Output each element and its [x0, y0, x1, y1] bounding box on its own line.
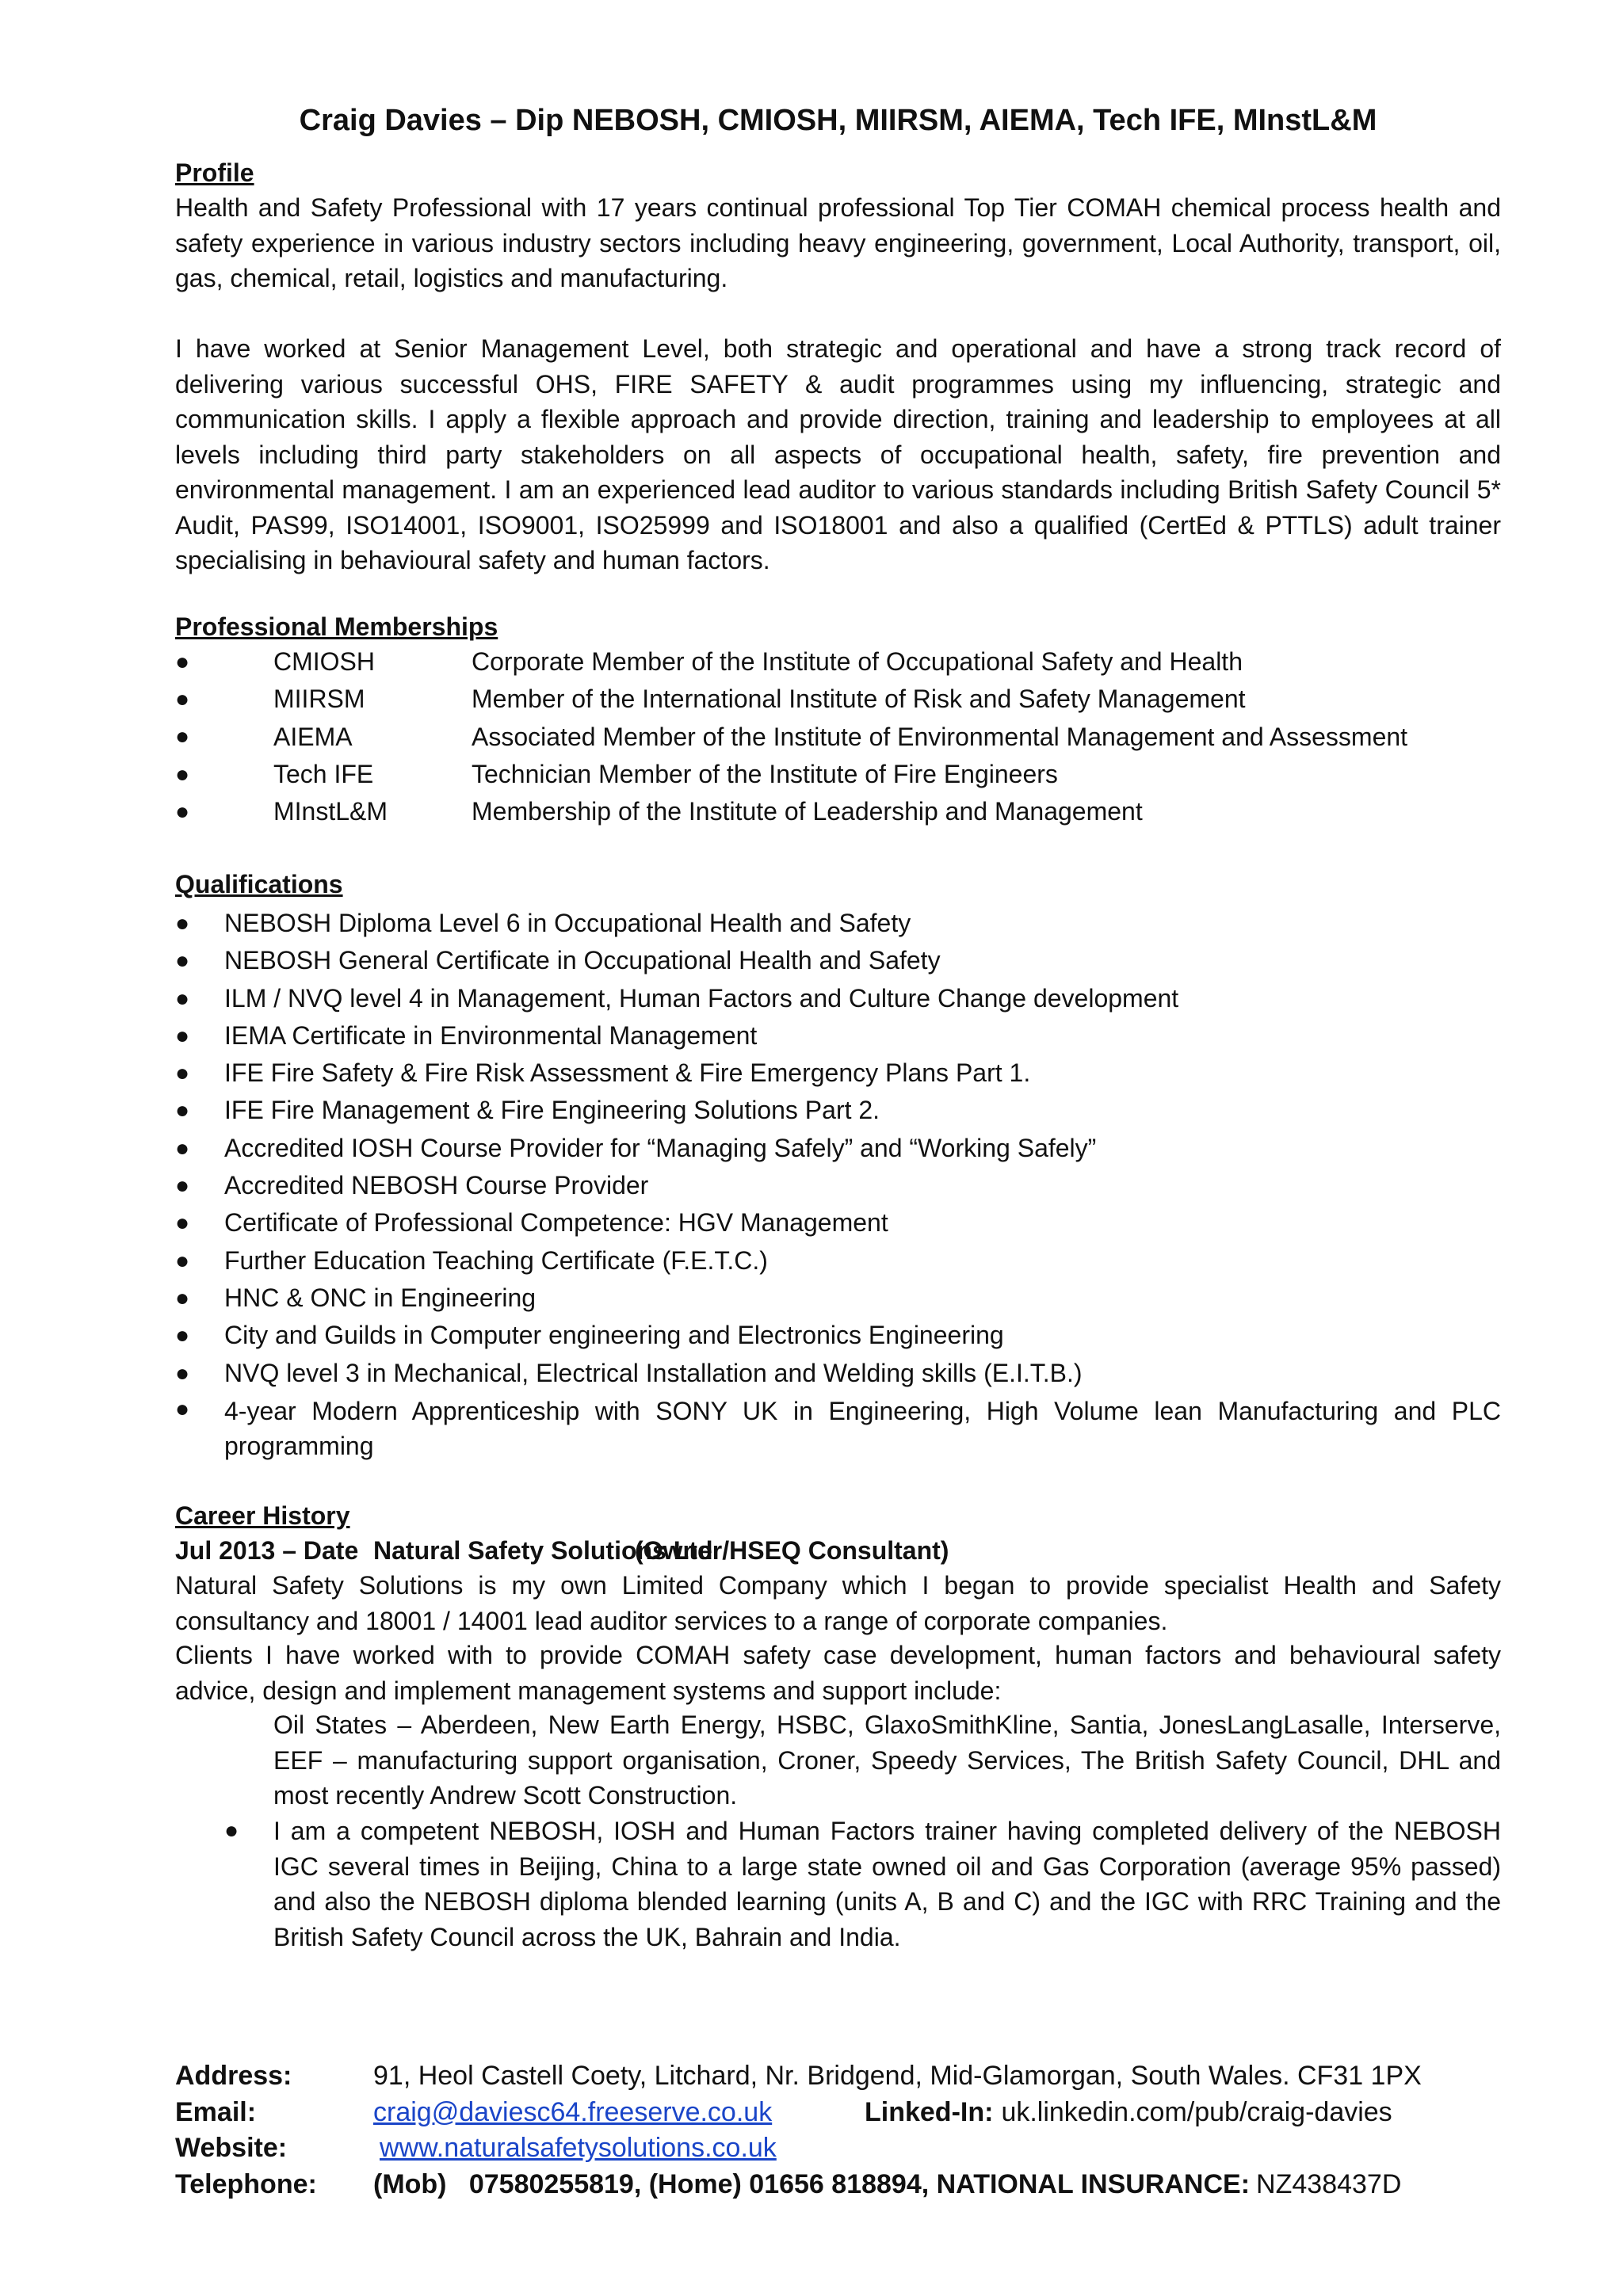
email-row: [175, 2095, 1538, 2131]
profile-paragraph-1: Health and Safety Professional with 17 years continual professional Top Tier COMAH chemical process health and safety experience in various industry sectors including heavy engineering, government, Local Authority, transport, oil, gas, chemical, retail, logistics and manufacturing.: [175, 193, 1501, 292]
qualification-item: [175, 1130, 1501, 1167]
bullet-icon: ●: [175, 1284, 190, 1311]
telephone-row: Telephone: (Mob) 07580255819, (Home) 01656 818894, NATIONAL INSURANCE : NZ438437D: [175, 2167, 1538, 2203]
qualification-item: [175, 1355, 1501, 1392]
address-label: Address:: [175, 2061, 292, 2091]
membership-desc: Associated Member of the Institute of Environmental Management and Assessment: [472, 722, 1408, 751]
qualification-item: [175, 905, 1501, 942]
career-heading: Career History: [175, 1501, 350, 1530]
profile-heading: Profile: [175, 158, 254, 187]
membership-desc: Technician Member of the Institute of Fire Engineers: [472, 760, 1058, 789]
profile-paragraph-2: I have worked at Senior Management Level, both strategic and operational and have a strong track record of delivering various successful OHS, FIRE SAFETY & audit programmes using my influencing, strategic and communication skills. I apply a flexible approach and provide direction, training and leadership to employees at all levels including third party stakeholders on all aspects of occupational health, safety, fire prevention and environmental management. I am an experienced lead auditor to various standards including British Safety Council 5* Audit, PAS99, ISO14001, ISO9001, ISO25999 and ISO18001 and also a qualified (CertEd & PTTLS) adult trainer specialising in behavioural safety and human factors.: [175, 334, 1501, 574]
qualification-text: City and Guilds in Computer engineering and Electronics Engineering: [224, 1321, 1004, 1350]
qualification-text: IFE Fire Safety & Fire Risk Assessment & Fire Emergency Plans Part 1.: [224, 1058, 1031, 1088]
qualification-text: NEBOSH Diploma Level 6 in Occupational Health and Safety: [224, 909, 911, 937]
telephone-label: Telephone:: [175, 2168, 317, 2199]
qualification-text: NVQ level 3 in Mechanical, Electrical Installation and Welding skills (E.I.T.B.): [224, 1358, 1083, 1387]
contact-footer: [175, 2058, 1538, 2203]
bullet-icon: ●: [175, 723, 190, 750]
qualification-text: IEMA Certificate in Environmental Management: [224, 1020, 758, 1050]
qualifications-list: [175, 905, 1501, 1464]
qualification-text: Accredited NEBOSH Course Provider: [224, 1171, 649, 1200]
address-row: [175, 2058, 1538, 2095]
membership-abbr: CMIOSH: [273, 647, 375, 677]
membership-item: [175, 681, 1501, 718]
membership-item: [175, 756, 1501, 793]
bullet-icon: ●: [175, 685, 190, 712]
qualification-item: [175, 1092, 1501, 1129]
qualification-text: Further Education Teaching Certificate (F.E.T.C.): [224, 1245, 768, 1275]
memberships-list: [175, 643, 1501, 830]
career-paragraph-1: Natural Safety Solutions is my own Limited Company which I began to provide specialist Health and Safety consultancy and 18001 / 14001 lead auditor services to a range of corporate companies.: [175, 1571, 1501, 1635]
bullet-icon: ●: [175, 1022, 190, 1049]
job-role: (Owner/HSEQ Consultant): [635, 1536, 949, 1565]
membership-item: [175, 793, 1501, 830]
job-title-line: [175, 1533, 949, 1568]
membership-abbr: AIEMA: [273, 722, 353, 751]
qualification-item: [175, 1055, 1501, 1092]
qualification-text: ILM / NVQ level 4 in Management, Human Factors and Culture Change development: [224, 983, 1179, 1013]
membership-item: [175, 719, 1501, 756]
qualifications-heading: Qualifications: [175, 870, 343, 898]
address-value: 91, Heol Castell Coety, Litchard, Nr. Bridgend, Mid-Glamorgan, South Wales. CF31 1PX: [373, 2061, 1422, 2091]
qualification-text: Certificate of Professional Competence: HGV Management: [224, 1208, 888, 1238]
bullet-icon: ●: [175, 1395, 190, 1422]
membership-desc: Membership of the Institute of Leadership and Management: [472, 797, 1143, 826]
membership-abbr: Tech IFE: [273, 760, 374, 789]
bullet-icon: ●: [175, 648, 190, 675]
qualification-item: [175, 980, 1501, 1017]
qualification-item: [175, 1204, 1501, 1241]
career-paragraph-2: Clients I have worked with to provide COMAH safety case development, human factors and behavioural safety advice, design and implement management systems and support include:: [175, 1641, 1501, 1705]
job-company: Natural Safety Solutions Ltd: [373, 1536, 713, 1565]
linkedin-label: Linked-In:: [865, 2096, 994, 2127]
website-row: [175, 2130, 1538, 2167]
qualification-item: [175, 1242, 1501, 1280]
membership-item: [175, 643, 1501, 681]
bullet-icon: ●: [175, 985, 190, 1012]
bullet-icon: ●: [175, 1247, 190, 1274]
qualification-item: [175, 1167, 1501, 1204]
bullet-icon: ●: [175, 1060, 190, 1087]
bullet-icon: ●: [175, 910, 190, 936]
bullet-icon: ●: [175, 1322, 190, 1349]
memberships-heading: Professional Memberships: [175, 612, 498, 641]
bullet-icon: ●: [175, 1360, 190, 1386]
linkedin-value: uk.linkedin.com/pub/craig-davies: [1001, 2096, 1392, 2127]
clients-list: Oil States – Aberdeen, New Earth Energy, HSBC, GlaxoSmithKline, Santia, JonesLangLasalle, Interserve, EEF – manufacturing support organisation, Croner, Speedy Services, The British Safety Council, DHL and most recently Andrew Scott Construction.: [273, 1711, 1501, 1810]
telephone-value: (Mob) 07580255819, (Home) 01656 818894, NATIONAL INSURANCE: [373, 2168, 1241, 2199]
qualification-text: HNC & ONC in Engineering: [224, 1283, 537, 1312]
website-link[interactable]: www.naturalsafetysolutions.co.uk: [380, 2133, 777, 2163]
bullet-icon: ●: [175, 1210, 190, 1237]
career-bullet-text: I am a competent NEBOSH, IOSH and Human Factors trainer having completed delivery of the NEBOSH IGC several times in Beijing, China to a large state owned oil and Gas Corporation (average 95% passed) and also the NEBOSH diploma blended learning (units A, B and C) and the IGC with RRC Training and the British Safety Council across the UK, Bahrain and India.: [273, 1817, 1501, 1951]
qualification-item: [175, 1280, 1501, 1317]
qualification-text: Accredited IOSH Course Provider for “Managing Safely” and “Working Safely”: [224, 1133, 1097, 1162]
page-title: Craig Davies – Dip NEBOSH, CMIOSH, MIIRSM, AIEMA, Tech IFE, MInstL&M: [299, 104, 1377, 137]
email-link[interactable]: craig@daviesc64.freeserve.co.uk: [373, 2096, 773, 2127]
qualification-item: [175, 1017, 1501, 1055]
qualification-item: [175, 942, 1501, 979]
bullet-icon: ●: [175, 1173, 190, 1199]
qualification-text: 4-year Modern Apprenticeship with SONY UK in Engineering, High Volume lean Manufacturing and PLC programming: [224, 1396, 1501, 1461]
ni-number: NZ438437D: [1256, 2168, 1402, 2199]
membership-desc: Member of the International Institute of Risk and Safety Management: [472, 685, 1246, 714]
bullet-icon: ●: [175, 798, 190, 825]
email-label: Email:: [175, 2096, 257, 2127]
website-label: Website:: [175, 2133, 288, 2163]
bullet-icon: ●: [175, 1135, 190, 1161]
bullet-icon: ●: [175, 761, 190, 788]
job-dates: Jul 2013 – Date: [175, 1536, 359, 1565]
bullet-icon: ●: [175, 948, 190, 974]
qualification-item: [175, 1317, 1501, 1354]
qualification-item: [175, 1392, 1501, 1464]
career-bullet: [224, 1814, 1501, 1955]
membership-abbr: MInstL&M: [273, 797, 388, 826]
qualification-text: IFE Fire Management & Fire Engineering Solutions Part 2.: [224, 1096, 880, 1125]
membership-desc: Corporate Member of the Institute of Occupational Safety and Health: [472, 647, 1243, 677]
qualification-text: NEBOSH General Certificate in Occupational Health and Safety: [224, 946, 941, 975]
bullet-icon: ●: [175, 1097, 190, 1124]
bullet-icon: ●: [224, 1817, 239, 1844]
membership-abbr: MIIRSM: [273, 685, 365, 714]
